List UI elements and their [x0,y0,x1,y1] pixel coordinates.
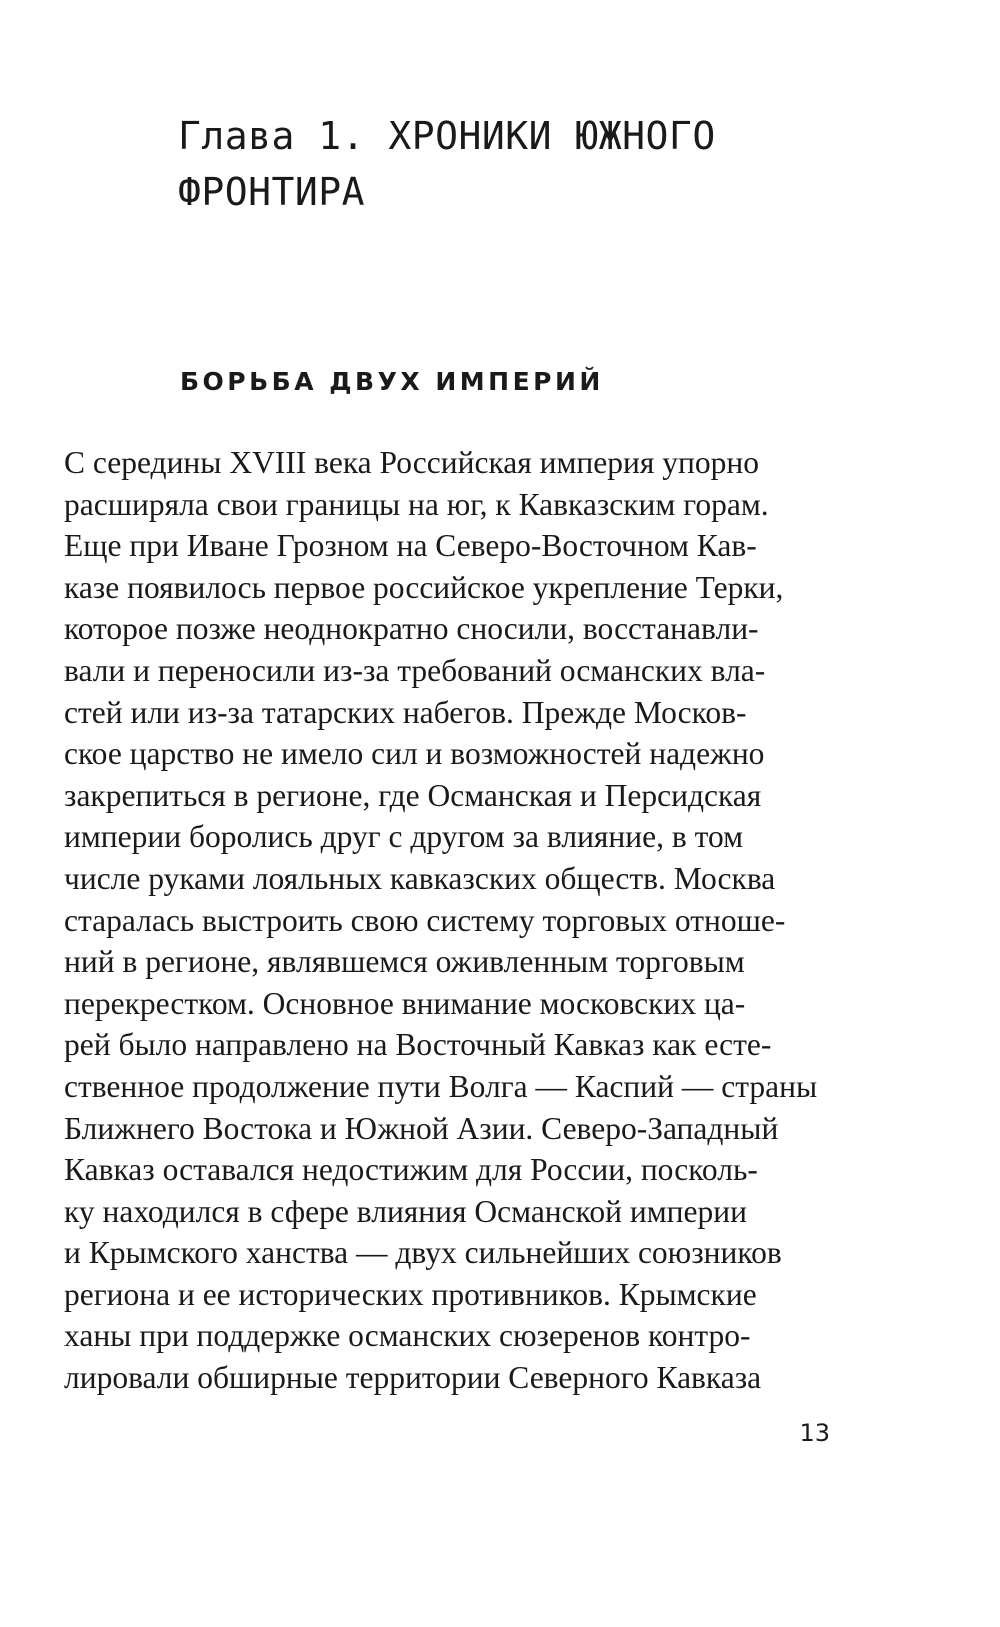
body-paragraph [64,442,854,1399]
text-line: ний в регионе, являвшемся оживленным торговым [64,944,745,980]
chapter-title [178,108,898,220]
section-title: БОРЬБА ДВУХ ИМПЕРИЙ [180,367,604,396]
text-line: вали и переносили из-за требований османских вла- [64,652,766,688]
text-line: Ближнего Востока и Южной Азии. Северо-Западный [64,1110,779,1146]
chapter-title-line-1: Глава 1. ХРОНИКИ ЮЖНОГО [178,114,716,158]
text-line: С середины XVIII века Российская империя упорно [64,445,759,480]
text-line: казе появилось первое российское укрепление Терки, [64,569,784,605]
text-line: ское царство не имело сил и возможностей надежно [64,736,765,772]
text-line: рей было направлено на Восточный Кавказ как есте- [64,1027,772,1063]
text-line: расширяла свои границы на юг, к Кавказским горам. [64,486,769,522]
text-line: лировали обширные территории Северного Кавказа [64,1360,762,1396]
page-number: 13 [799,1419,830,1447]
text-line: закрепиться в регионе, где Османская и Персидская [64,777,762,813]
text-line: ку находился в сфере влияния Османской империи [64,1193,747,1229]
text-line: Кавказ оставался недостижим для России, посколь- [64,1152,758,1188]
chapter-title-line-2: ФРОНТИРА [178,170,366,214]
text-line: которое позже неоднократно сносили, восстанавли- [64,611,759,647]
text-line: Еще при Иване Грозном на Северо-Восточном Кав- [64,528,757,564]
text-line: перекрестком. Основное внимание московских ца- [64,985,746,1021]
text-line: ственное продолжение пути Волга — Каспий — страны [64,1068,818,1104]
text-line: и Крымского ханства — двух сильнейших союзников [64,1235,782,1271]
text-line: числе руками лояльных кавказских обществ. Москва [64,860,776,896]
text-line: региона и ее исторических противников. Крымские [64,1276,757,1312]
text-line: империи боролись друг с другом за влияние, в том [64,819,744,855]
text-line: ханы при поддержке османских сюзеренов контро- [64,1318,751,1354]
text-line: старалась выстроить свою систему торговых отноше- [64,902,786,938]
text-line: стей или из-за татарских набегов. Прежде Москов- [64,694,747,730]
